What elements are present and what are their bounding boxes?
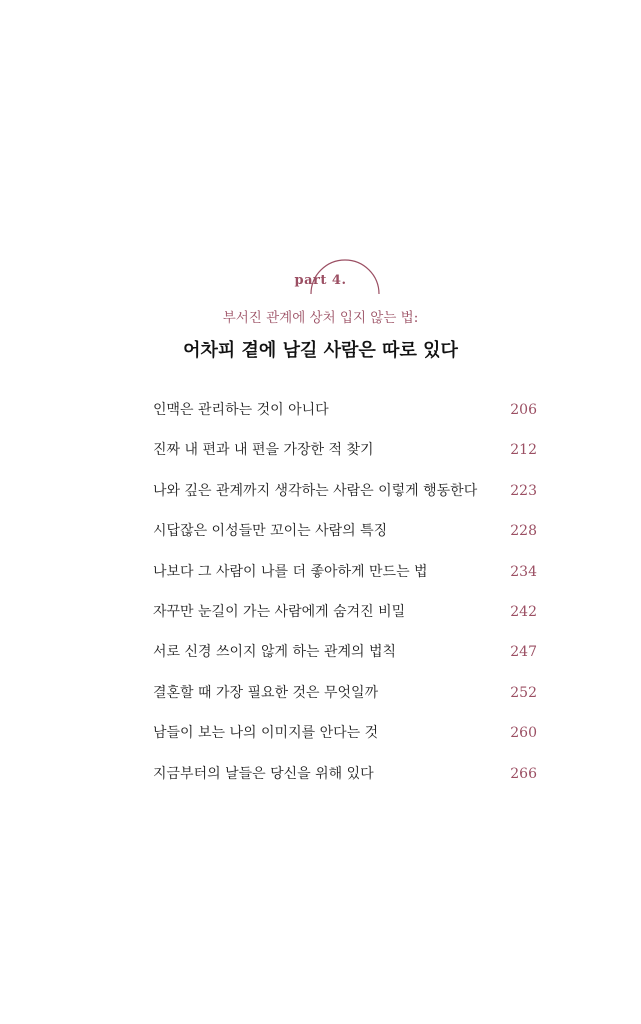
toc-row[interactable]: [153, 438, 537, 478]
toc-row[interactable]: [153, 560, 537, 600]
toc-row[interactable]: [153, 640, 537, 680]
toc-entry-page: 223: [510, 482, 537, 499]
toc-row[interactable]: [153, 519, 537, 559]
toc-entry-title: 진짜 내 편과 내 편을 가장한 적 찾기: [153, 442, 374, 459]
toc-entry-page: 266: [510, 765, 537, 782]
part-label: part 4.: [294, 273, 347, 288]
toc-row[interactable]: [153, 762, 537, 802]
toc-entry-page: 234: [510, 563, 537, 580]
table-of-contents: [153, 398, 537, 802]
toc-entry-page: 212: [510, 442, 537, 459]
toc-entry-title: 나보다 그 사람이 나를 더 좋아하게 만드는 법: [153, 563, 428, 580]
toc-entry-title: 지금부터의 날들은 당신을 위해 있다: [153, 765, 374, 782]
part-subtitle: 부서진 관계에 상처 입지 않는 법:: [222, 310, 419, 326]
toc-entry-page: 206: [510, 402, 537, 418]
toc-row[interactable]: [153, 600, 537, 640]
toc-entry-page: 242: [510, 603, 537, 620]
toc-entry-title: 시답잖은 이성들만 꼬이는 사람의 특징: [153, 523, 388, 540]
toc-entry-page: 252: [510, 684, 537, 701]
toc-entry-page: 247: [510, 644, 537, 661]
toc-entry-title: 자꾸만 눈길이 가는 사람에게 숨겨진 비밀: [153, 603, 406, 620]
toc-entry-title: 인맥은 관리하는 것이 아니다: [153, 402, 329, 418]
toc-row[interactable]: [153, 721, 537, 761]
toc-entry-page: 260: [510, 725, 537, 742]
toc-row[interactable]: [153, 479, 537, 519]
part-title: 어차피 곁에 남길 사람은 따로 있다: [183, 340, 458, 361]
toc-entry-page: 228: [510, 523, 537, 540]
toc-entry-title: 서로 신경 쓰이지 않게 하는 관계의 법칙: [153, 644, 397, 661]
toc-entry-title: 나와 깊은 관계까지 생각하는 사람은 이렇게 행동한다: [153, 482, 478, 499]
toc-entry-title: 결혼할 때 가장 필요한 것은 무엇일까: [153, 684, 379, 701]
toc-row[interactable]: [153, 398, 537, 438]
toc-entry-title: 남들이 보는 나의 이미지를 안다는 것: [153, 725, 379, 742]
toc-row[interactable]: [153, 681, 537, 721]
